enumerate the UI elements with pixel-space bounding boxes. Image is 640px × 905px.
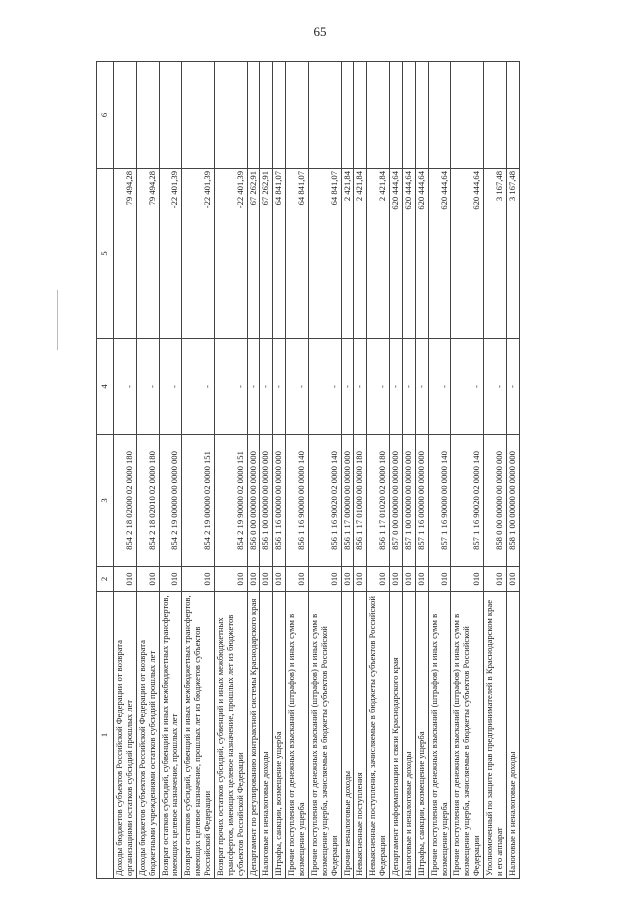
row-amount-cell: 67 262,91	[247, 169, 260, 339]
row-kbk-cell: 857 1 16 90000 00 0000 140	[428, 435, 451, 567]
row-kbk-cell: 856 1 00 00000 00 0000 000	[260, 435, 273, 567]
table-row	[428, 62, 451, 879]
row-col6-cell	[367, 62, 390, 169]
table-row	[367, 62, 390, 879]
row-col4-cell: -	[415, 339, 428, 435]
row-name-cell: Доходы бюджетов субъектов Российской Федерации от возврата бюджетными учреждениями остатков субсидий прошлых лет	[136, 592, 159, 879]
row-code-cell: 010	[214, 567, 247, 592]
row-name-cell: Уполномоченный по защите прав предпринимателей в Краснодарском крае и его аппарат	[484, 592, 507, 879]
row-code-cell: 010	[182, 567, 215, 592]
row-amount-cell: 620 444,64	[451, 169, 484, 339]
table-body	[114, 62, 520, 879]
row-col4-cell: -	[354, 339, 367, 435]
row-code-cell: 010	[247, 567, 260, 592]
row-code-cell: 010	[341, 567, 354, 592]
row-kbk-cell: 857 1 16 90020 02 0000 140	[451, 435, 484, 567]
row-name-cell: Прочие неналоговые доходы	[341, 592, 354, 879]
row-name-cell: Департамент информатизации и связи Краснодарского края	[390, 592, 403, 879]
row-col4-cell: -	[114, 339, 137, 435]
row-col6-cell	[214, 62, 247, 169]
row-code-cell: 010	[506, 567, 519, 592]
row-kbk-cell: 858 1 00 00000 00 0000 000	[506, 435, 519, 567]
header-col-3: 3	[97, 435, 114, 567]
row-col4-cell: -	[273, 339, 286, 435]
row-col4-cell: -	[484, 339, 507, 435]
row-code-cell: 010	[415, 567, 428, 592]
row-name-cell: Невыясненные поступления	[354, 592, 367, 879]
row-col6-cell	[484, 62, 507, 169]
table-row	[308, 62, 341, 879]
row-kbk-cell: 857 1 00 00000 00 0000 000	[402, 435, 415, 567]
row-col6-cell	[354, 62, 367, 169]
row-amount-cell: 620 444,64	[402, 169, 415, 339]
row-col6-cell	[114, 62, 137, 169]
row-col6-cell	[308, 62, 341, 169]
row-code-cell: 010	[367, 567, 390, 592]
table-row	[415, 62, 428, 879]
row-amount-cell: 64 841,07	[308, 169, 341, 339]
revenue-table	[96, 61, 520, 879]
row-col4-cell: -	[182, 339, 215, 435]
table-row	[506, 62, 519, 879]
row-name-cell: Прочие поступления от денежных взысканий (штрафов) и иных сумм в возмещение ущерба	[286, 592, 309, 879]
row-col4-cell: -	[308, 339, 341, 435]
table-container	[96, 62, 611, 879]
row-col6-cell	[506, 62, 519, 169]
row-name-cell: Прочие поступления от денежных взысканий (штрафов) и иных сумм в возмещение ущерба, зачисляемые в бюджеты субъектов Российской Федерации	[451, 592, 484, 879]
row-amount-cell: 79 494,28	[114, 169, 137, 339]
row-amount-cell: 79 494,28	[136, 169, 159, 339]
row-col4-cell: -	[247, 339, 260, 435]
row-col4-cell: -	[136, 339, 159, 435]
row-kbk-cell: 854 2 19 00000 00 0000 000	[159, 435, 182, 567]
binding-mark	[57, 290, 58, 350]
row-code-cell: 010	[428, 567, 451, 592]
row-col6-cell	[247, 62, 260, 169]
row-amount-cell: 620 444,64	[390, 169, 403, 339]
row-kbk-cell: 857 0 00 00000 00 0000 000	[390, 435, 403, 567]
row-kbk-cell: 858 0 00 00000 00 0000 000	[484, 435, 507, 567]
row-col6-cell	[428, 62, 451, 169]
row-kbk-cell: 856 1 16 90020 02 0000 140	[308, 435, 341, 567]
row-name-cell: Прочие поступления от денежных взысканий (штрафов) и иных сумм в возмещение ущерба, зачисляемые в бюджеты субъектов Российской Федерации	[308, 592, 341, 879]
row-code-cell: 010	[390, 567, 403, 592]
table-row	[114, 62, 137, 879]
row-amount-cell: 620 444,64	[428, 169, 451, 339]
row-amount-cell: -22 401,39	[214, 169, 247, 339]
row-kbk-cell: 856 1 17 01000 00 0000 180	[354, 435, 367, 567]
row-amount-cell: 2 421,84	[341, 169, 354, 339]
row-code-cell: 010	[114, 567, 137, 592]
row-kbk-cell: 854 2 19 90000 02 0000 151	[214, 435, 247, 567]
table-row	[182, 62, 215, 879]
row-name-cell: Возврат остатков субсидий, субвенций и иных межбюджетных трансфертов, имеющих целевое назначение, прошлых лет	[159, 592, 182, 879]
row-col6-cell	[286, 62, 309, 169]
row-kbk-cell: 856 1 17 01020 02 0000 180	[367, 435, 390, 567]
rotated-table-frame	[96, 62, 611, 879]
header-col-4: 4	[97, 339, 114, 435]
row-col4-cell: -	[506, 339, 519, 435]
table-row	[159, 62, 182, 879]
row-code-cell: 010	[484, 567, 507, 592]
row-amount-cell: 2 421,84	[354, 169, 367, 339]
row-code-cell: 010	[451, 567, 484, 592]
row-name-cell: Налоговые и неналоговые доходы	[402, 592, 415, 879]
row-amount-cell: -22 401,39	[182, 169, 215, 339]
table-row	[260, 62, 273, 879]
row-col6-cell	[273, 62, 286, 169]
row-code-cell: 010	[286, 567, 309, 592]
row-amount-cell: -22 401,39	[159, 169, 182, 339]
row-col6-cell	[260, 62, 273, 169]
table-row	[214, 62, 247, 879]
row-kbk-cell: 856 1 16 90000 00 0000 140	[286, 435, 309, 567]
row-name-cell: Штрафы, санкции, возмещение ущерба	[415, 592, 428, 879]
row-code-cell: 010	[273, 567, 286, 592]
row-amount-cell: 64 841,07	[273, 169, 286, 339]
table-row	[341, 62, 354, 879]
header-col-2: 2	[97, 567, 114, 592]
row-kbk-cell: 854 2 18 02000 02 0000 180	[114, 435, 137, 567]
row-kbk-cell: 856 0 00 00000 00 0000 000	[247, 435, 260, 567]
row-col4-cell: -	[341, 339, 354, 435]
row-col4-cell: -	[402, 339, 415, 435]
row-kbk-cell: 854 2 18 02010 02 0000 180	[136, 435, 159, 567]
table-row	[247, 62, 260, 879]
row-col4-cell: -	[428, 339, 451, 435]
header-col-5: 5	[97, 169, 114, 339]
table-row	[273, 62, 286, 879]
row-code-cell: 010	[308, 567, 341, 592]
row-code-cell: 010	[260, 567, 273, 592]
row-col4-cell: -	[367, 339, 390, 435]
row-name-cell: Невыясненные поступления, зачисляемые в бюджеты субъектов Российской Федерации	[367, 592, 390, 879]
row-name-cell: Возврат остатков субсидий, субвенций и иных межбюджетных трансфертов, имеющих целевое назначение, прошлых лет из бюджетов субъектов Российской Федерации	[182, 592, 215, 879]
row-amount-cell: 64 841,07	[286, 169, 309, 339]
row-name-cell: Налоговые и неналоговые доходы	[260, 592, 273, 879]
table-row	[136, 62, 159, 879]
table-row	[286, 62, 309, 879]
row-col4-cell: -	[286, 339, 309, 435]
table-row	[451, 62, 484, 879]
row-kbk-cell: 856 1 17 00000 00 0000 000	[341, 435, 354, 567]
row-name-cell: Штрафы, санкции, возмещение ущерба	[273, 592, 286, 879]
row-name-cell: Налоговые и неналоговые доходы	[506, 592, 519, 879]
row-name-cell: Доходы бюджетов субъектов Российской Федерации от возврата организациями остатков субсидий прошлых лет	[114, 592, 137, 879]
row-kbk-cell: 854 2 19 00000 02 0000 151	[182, 435, 215, 567]
row-amount-cell: 2 421,84	[367, 169, 390, 339]
page-number: 65	[313, 24, 327, 39]
row-code-cell: 010	[136, 567, 159, 592]
row-code-cell: 010	[402, 567, 415, 592]
row-code-cell: 010	[354, 567, 367, 592]
header-col-1: 1	[97, 592, 114, 879]
table-row	[390, 62, 403, 879]
row-amount-cell: 67 262,91	[260, 169, 273, 339]
table-row	[354, 62, 367, 879]
row-col6-cell	[451, 62, 484, 169]
row-col4-cell: -	[390, 339, 403, 435]
row-code-cell: 010	[159, 567, 182, 592]
row-amount-cell: 3 167,48	[506, 169, 519, 339]
row-amount-cell: 620 444,64	[415, 169, 428, 339]
row-col6-cell	[159, 62, 182, 169]
table-row	[484, 62, 507, 879]
table-row	[402, 62, 415, 879]
row-name-cell: Возврат прочих остатков субсидий, субвенций и иных межбюджетных трансфертов, имеющих целевое назначение, прошлых лет из бюджетов субъектов Российской Федерации	[214, 592, 247, 879]
row-col6-cell	[415, 62, 428, 169]
row-amount-cell: 3 167,48	[484, 169, 507, 339]
row-col4-cell: -	[159, 339, 182, 435]
row-kbk-cell: 856 1 16 00000 00 0000 000	[273, 435, 286, 567]
row-col6-cell	[402, 62, 415, 169]
row-col6-cell	[136, 62, 159, 169]
row-name-cell: Департамент по регулированию контрактной системы Краснодарского края	[247, 592, 260, 879]
row-col6-cell	[341, 62, 354, 169]
header-col-6: 6	[97, 62, 114, 169]
row-col4-cell: -	[260, 339, 273, 435]
row-col6-cell	[182, 62, 215, 169]
row-kbk-cell: 857 1 16 00000 00 0000 000	[415, 435, 428, 567]
header-row	[97, 62, 114, 879]
row-name-cell: Прочие поступления от денежных взысканий (штрафов) и иных сумм в возмещение ущерба	[428, 592, 451, 879]
row-col4-cell: -	[451, 339, 484, 435]
row-col4-cell: -	[214, 339, 247, 435]
row-col6-cell	[390, 62, 403, 169]
